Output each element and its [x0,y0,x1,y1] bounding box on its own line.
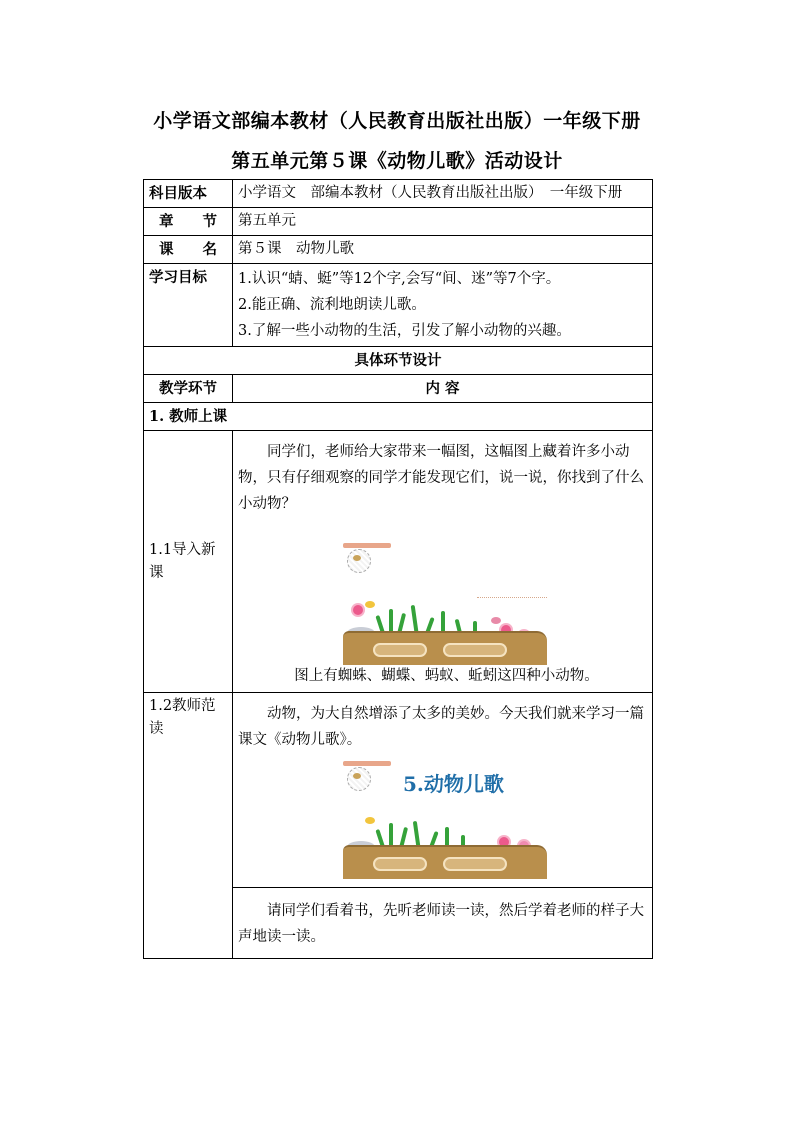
lesson-label-b: 名 [202,241,217,258]
step1-content [233,431,653,693]
section-title: 具体环节设计 [144,347,653,375]
lesson-value: 第５课 动物儿歌 [233,236,653,264]
goal-item: 1.认识“蜻、蜓”等12个字,会写“间、迷”等7个字。 [238,271,561,287]
chapter-value: 第五单元 [233,208,653,236]
column-header-step: 教学环节 [144,375,233,403]
row-subject [144,180,653,208]
goals-label: 学习目标 [144,264,233,347]
document-title-line2: 第五单元第５课《动物儿歌》活动设计 [231,150,563,172]
step1-text: 同学们，老师给大家带来一幅图，这幅图上藏着许多小动物，只有仔细观察的同学才能发现它们，说一说，你找到了什么小动物？ [238,444,644,512]
spider-web-icon [347,767,371,791]
subject-label: 科目版本 [144,180,233,208]
step1-caption: 图上有蜘蛛、蝴蝶、蚂蚁、蚯蚓这四种小动物。 [294,668,599,684]
row-section-title [144,347,653,375]
picture-title: 5.动物儿歌 [403,772,504,796]
row-part1 [144,403,653,431]
row-step2 [144,693,653,888]
row-chapter [144,208,653,236]
column-header-content: 内 容 [233,375,653,403]
spider-web-icon [347,549,371,573]
step2-content [233,693,653,888]
flower-icon [353,605,363,615]
chapter-label-a: 章 [159,213,174,230]
document-title-line1: 小学语文部编本教材（人民教育出版社出版）一年级下册 [153,110,641,132]
subject-value: 小学语文 部编本教材（人民教育出版社出版） 一年级下册 [233,180,653,208]
spider-icon [353,555,361,561]
step2-text: 动物，为大自然增添了太多的美妙。今天我们就来学习一篇课文《动物儿歌》。 [238,706,644,748]
step2-label: 1.2教师范读 [144,693,233,959]
animal-scene-picture [343,543,547,665]
part1-title: 1. 教师上课 [144,403,653,431]
chapter-label-b: 节 [202,213,217,230]
lesson-label [144,236,233,264]
row-column-headers [144,375,653,403]
step2-content-2 [233,888,653,959]
butterfly-icon [491,617,501,624]
step2-text2: 请同学们看着书，先听老师读一读，然后学着老师的样子大声地读一读。 [238,903,644,945]
lesson-label-a: 课 [159,241,174,258]
goals-list [233,264,653,347]
step1-label: 1.1导入新课 [144,431,233,693]
row-lesson [144,236,653,264]
goal-item: 3.了解一些小动物的生活，引发了解小动物的兴趣。 [238,323,571,339]
lesson-title-picture [343,761,547,879]
butterfly-icon [365,601,375,608]
butterfly-icon [365,817,375,824]
lesson-table [143,179,653,959]
goal-item: 2.能正确、流利地朗读儿歌。 [238,297,426,313]
chapter-label [144,208,233,236]
row-goals [144,264,653,347]
spider-icon [353,773,361,779]
row-step1 [144,431,653,693]
